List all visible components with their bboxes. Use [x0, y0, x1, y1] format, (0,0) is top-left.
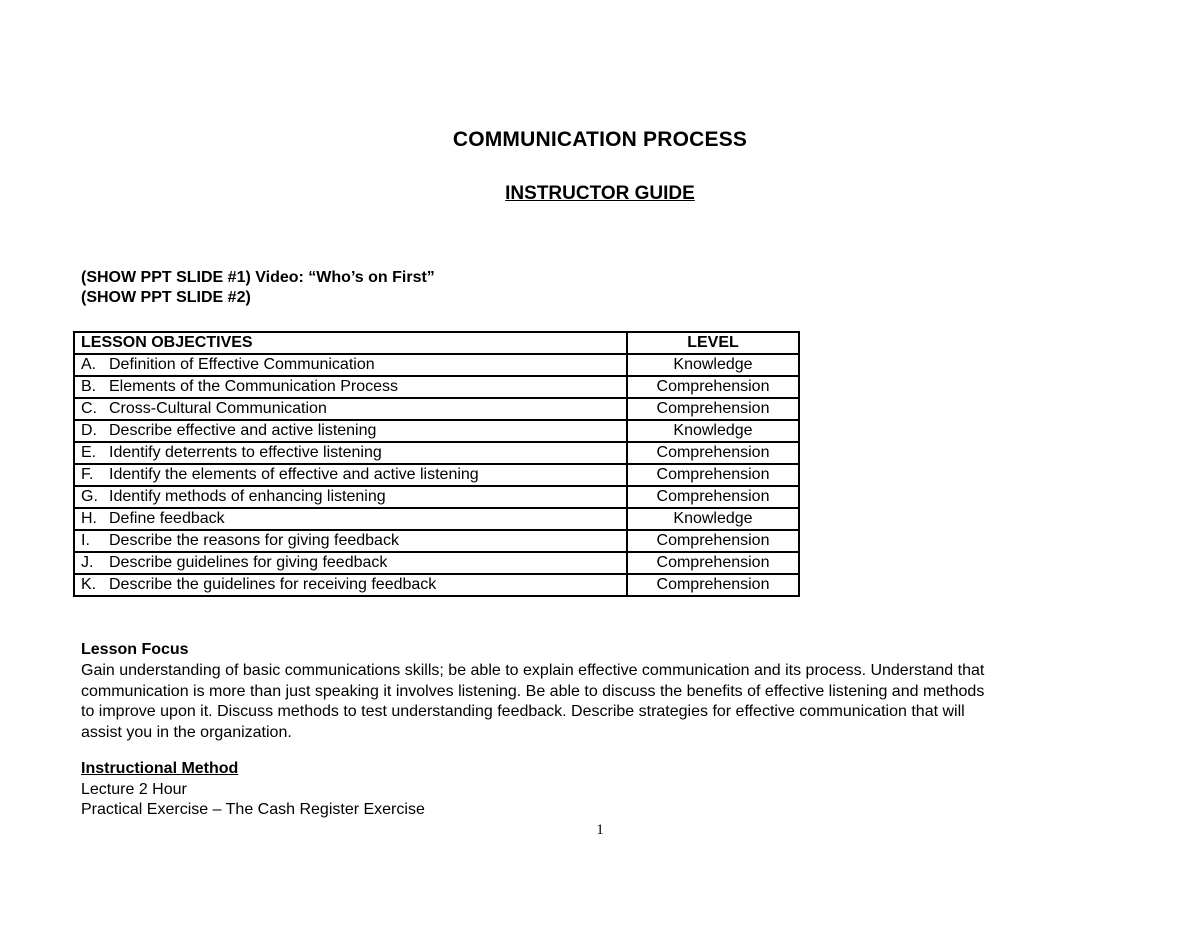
level-cell: Comprehension [627, 464, 799, 486]
objective-cell [74, 442, 627, 464]
objective-letter: F. [81, 466, 94, 483]
objective-text: Identify methods of enhancing listening [109, 488, 386, 505]
objective-cell [74, 530, 627, 552]
objective-text: Definition of Effective Communication [109, 356, 375, 373]
slide-instruction-2: (SHOW PPT SLIDE #2) [81, 289, 251, 306]
objective-letter: E. [81, 444, 97, 461]
table-row [74, 486, 799, 508]
level-cell: Knowledge [627, 420, 799, 442]
objective-cell [74, 574, 627, 596]
level-column-header: LEVEL [627, 332, 799, 354]
objective-text: Describe effective and active listening [109, 422, 377, 439]
lesson-focus-line: assist you in the organization. [81, 723, 292, 741]
level-cell: Comprehension [627, 376, 799, 398]
table-row [74, 376, 799, 398]
objective-text: Identify the elements of effective and active listening [109, 466, 479, 483]
objective-text: Identify deterrents to effective listening [109, 444, 382, 461]
slide-instructions [81, 268, 435, 308]
objective-cell [74, 508, 627, 530]
objectives-column-header: LESSON OBJECTIVES [74, 332, 627, 354]
objective-text: Describe the reasons for giving feedback [109, 532, 399, 549]
objective-letter: K. [81, 576, 97, 593]
objective-text: Describe the guidelines for receiving feedback [109, 576, 437, 593]
objective-letter: H. [81, 510, 97, 527]
lesson-focus-text [81, 661, 1141, 743]
table-header-row [74, 332, 799, 354]
table-row [74, 464, 799, 486]
level-cell: Comprehension [627, 552, 799, 574]
instructional-method-item: Practical Exercise – The Cash Register Exercise [81, 801, 425, 818]
level-cell: Comprehension [627, 486, 799, 508]
objective-text: Describe guidelines for giving feedback [109, 554, 388, 571]
objective-letter: C. [81, 400, 97, 417]
objective-cell [74, 486, 627, 508]
objective-cell [74, 354, 627, 376]
objective-text: Cross-Cultural Communication [109, 400, 327, 417]
document-subtitle: INSTRUCTOR GUIDE [505, 183, 695, 204]
level-cell: Comprehension [627, 574, 799, 596]
objective-letter: A. [81, 356, 97, 373]
lesson-focus-line: Gain understanding of basic communications skills; be able to explain effective communication and its process. Understand that [81, 662, 985, 679]
objective-cell [74, 398, 627, 420]
table-row [74, 354, 799, 376]
objective-letter: I. [81, 532, 90, 549]
lesson-focus-line: to improve upon it. Discuss methods to test understanding feedback. Describe strategies for effective communication that will [81, 703, 965, 720]
lesson-focus-line: communication is more than just speaking it involves listening. Be able to discuss the benefits of effective listening and methods [81, 682, 985, 700]
level-cell: Knowledge [627, 508, 799, 530]
lesson-objectives-table [73, 331, 800, 597]
objective-text: Define feedback [109, 510, 225, 527]
objective-cell [74, 552, 627, 574]
instructional-method-list [81, 780, 425, 820]
objective-text: Elements of the Communication Process [109, 378, 399, 395]
objective-letter: D. [81, 422, 97, 439]
lesson-focus-heading: Lesson Focus [81, 641, 189, 658]
table-row [74, 530, 799, 552]
level-cell: Knowledge [627, 354, 799, 376]
objective-letter: G. [81, 488, 98, 505]
objective-cell [74, 464, 627, 486]
instructional-method-item: Lecture 2 Hour [81, 781, 187, 798]
level-cell: Comprehension [627, 530, 799, 552]
table-row [74, 574, 799, 596]
table-row [74, 398, 799, 420]
instructional-method-heading: Instructional Method [81, 760, 239, 777]
objective-cell [74, 420, 627, 442]
level-cell: Comprehension [627, 398, 799, 420]
objectives-table-body [74, 354, 799, 596]
objective-letter: B. [81, 378, 97, 395]
table-row [74, 552, 799, 574]
table-row [74, 420, 799, 442]
slide-instruction-1: (SHOW PPT SLIDE #1) Video: “Who’s on First” [81, 269, 435, 286]
objective-letter: J. [81, 554, 94, 571]
objective-cell [74, 376, 627, 398]
page-number: 1 [596, 822, 604, 838]
table-row [74, 508, 799, 530]
document-title: COMMUNICATION PROCESS [452, 128, 748, 151]
table-row [74, 442, 799, 464]
level-cell: Comprehension [627, 442, 799, 464]
